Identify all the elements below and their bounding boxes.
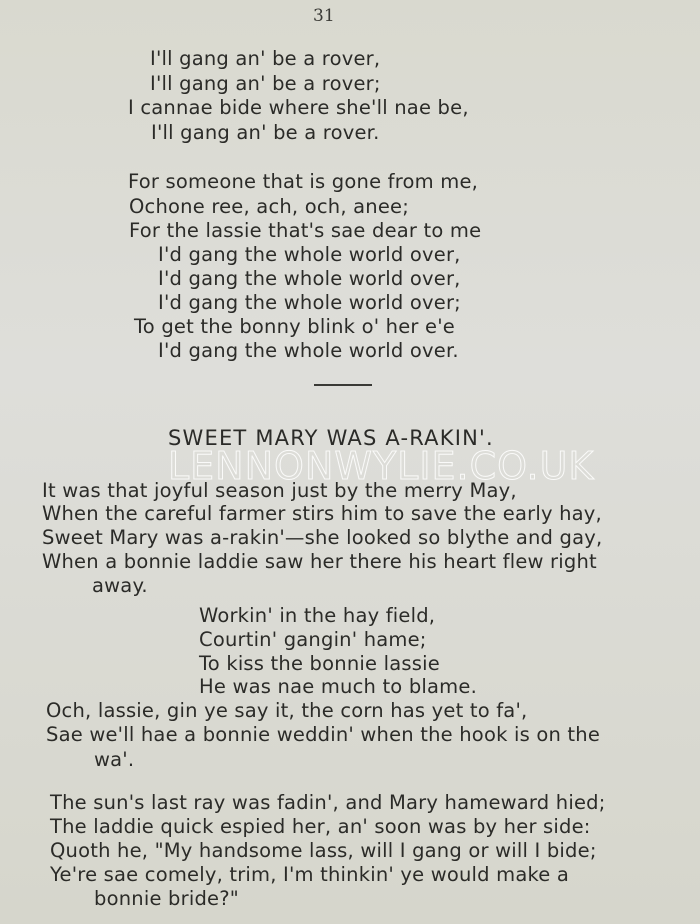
verse-line: For the lassie that's sae dear to me <box>129 219 482 242</box>
verse-line: Quoth he, "My handsome lass, will I gang or will I bide; <box>50 839 597 862</box>
verse-line: bonnie bride?" <box>94 887 239 910</box>
chorus-line: He was nae much to blame. <box>199 675 477 698</box>
song-title: SWEET MARY WAS A-RAKIN'. <box>168 426 494 450</box>
verse-line: Ye're sae comely, trim, I'm thinkin' ye would make a <box>50 863 570 886</box>
verse-line: wa'. <box>94 748 135 771</box>
chorus-line: To kiss the bonnie lassie <box>199 652 440 675</box>
page-number: 31 <box>313 6 335 26</box>
watermark: LENNONWYLIE.CO.UK <box>168 444 595 488</box>
verse-line: I'd gang the whole world over, <box>158 243 461 266</box>
verse-line: Sweet Mary was a-rakin'—she looked so blythe and gay, <box>42 526 603 549</box>
verse-line: I'll gang an' be a rover. <box>151 121 380 144</box>
verse-line: Och, lassie, gin ye say it, the corn has yet to fa', <box>46 699 528 722</box>
verse-line: It was that joyful season just by the merry May, <box>42 479 517 502</box>
verse-line: I'd gang the whole world over; <box>158 291 461 314</box>
chorus-line: Courtin' gangin' hame; <box>199 628 427 651</box>
verse-line: Sae we'll hae a bonnie weddin' when the hook is on the <box>46 723 601 746</box>
chorus-line: Workin' in the hay field, <box>199 604 436 627</box>
verse-line: Ochone ree, ach, och, anee; <box>129 195 409 218</box>
verse-line: I'll gang an' be a rover; <box>150 72 381 95</box>
section-divider <box>314 384 372 386</box>
verse-line: I'd gang the whole world over. <box>158 339 459 362</box>
verse-line: away. <box>92 574 148 597</box>
verse-line: I'd gang the whole world over, <box>158 267 461 290</box>
verse-line: When the careful farmer stirs him to save the early hay, <box>42 502 602 525</box>
verse-line: When a bonnie laddie saw her there his heart flew right <box>42 550 597 573</box>
verse-line: For someone that is gone from me, <box>128 170 479 193</box>
verse-line: To get the bonny blink o' her e'e <box>134 315 455 338</box>
verse-line: The sun's last ray was fadin', and Mary hameward hied; <box>50 791 606 814</box>
verse-line: I cannae bide where she'll nae be, <box>128 96 469 119</box>
verse-line: The laddie quick espied her, an' soon was by her side: <box>50 815 591 838</box>
verse-line: I'll gang an' be a rover, <box>150 47 381 70</box>
